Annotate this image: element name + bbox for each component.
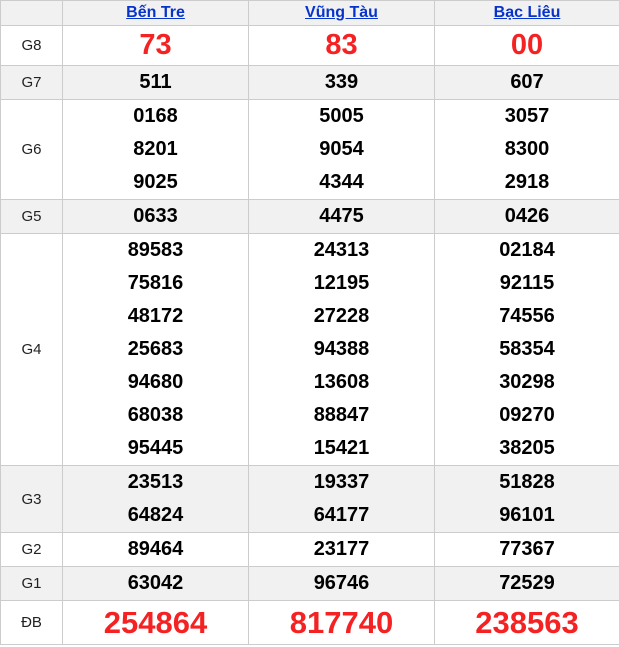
prize-row xyxy=(1,234,619,466)
prize-number: 09270 xyxy=(499,404,555,426)
prize-number: 89583 xyxy=(127,239,184,261)
prize-values-cell xyxy=(63,100,249,200)
prize-number: 2918 xyxy=(504,171,550,193)
prize-number: 4475 xyxy=(319,205,364,227)
prize-values-cell xyxy=(63,567,249,601)
prize-values-cell xyxy=(435,200,619,234)
province-link-bac-lieu[interactable]: Bạc Liêu xyxy=(493,4,561,21)
prize-row xyxy=(1,66,619,100)
prize-row xyxy=(1,601,619,645)
prize-number: 0633 xyxy=(133,205,178,227)
prize-values-cell xyxy=(63,533,249,567)
prize-number: 25683 xyxy=(127,338,184,360)
prize-number: 8300 xyxy=(504,138,550,160)
prize-label: G4 xyxy=(1,234,63,466)
prize-values-cell xyxy=(249,601,435,645)
prize-values-cell xyxy=(249,100,435,200)
prize-values-cell xyxy=(249,200,435,234)
prize-number: 48172 xyxy=(127,305,184,327)
prize-number: 64824 xyxy=(127,504,184,526)
prize-number: 94388 xyxy=(313,338,370,360)
prize-number: 38205 xyxy=(499,437,555,459)
prize-number: 75816 xyxy=(127,272,184,294)
prize-label: G3 xyxy=(1,466,63,533)
prize-number: 511 xyxy=(139,71,172,93)
prize-row xyxy=(1,26,619,66)
prize-number: 92115 xyxy=(499,272,555,294)
prize-values-cell xyxy=(63,466,249,533)
prize-values-cell xyxy=(435,26,619,66)
prize-row xyxy=(1,567,619,601)
prize-values-cell xyxy=(249,466,435,533)
prize-number: 88847 xyxy=(313,404,370,426)
prize-number: 74556 xyxy=(499,305,555,327)
prize-number: 24313 xyxy=(313,239,370,261)
prize-row xyxy=(1,200,619,234)
prize-values-cell xyxy=(435,567,619,601)
prize-label: G1 xyxy=(1,567,63,601)
prize-number: 83 xyxy=(325,29,358,61)
prize-number: 23513 xyxy=(127,471,184,493)
prize-values-cell xyxy=(435,234,619,466)
prize-number: 12195 xyxy=(313,272,370,294)
prize-label: G2 xyxy=(1,533,63,567)
prize-label: G6 xyxy=(1,100,63,200)
prize-values-cell xyxy=(249,567,435,601)
prize-values-cell xyxy=(435,601,619,645)
prize-number: 63042 xyxy=(127,572,184,594)
prize-number: 607 xyxy=(510,71,544,93)
prize-number: 02184 xyxy=(499,239,555,261)
prize-number: 95445 xyxy=(127,437,184,459)
prize-number: 58354 xyxy=(499,338,555,360)
prize-number: 19337 xyxy=(313,471,370,493)
prize-values-cell xyxy=(63,234,249,466)
prize-number: 27228 xyxy=(313,305,370,327)
prize-number: 96746 xyxy=(313,572,370,594)
prize-label: ĐB xyxy=(1,601,63,645)
prize-values-cell xyxy=(435,466,619,533)
prize-number: 15421 xyxy=(313,437,370,459)
prize-number: 817740 xyxy=(289,605,394,640)
province-link-ben-tre[interactable]: Bến Tre xyxy=(126,4,185,21)
prize-number: 64177 xyxy=(313,504,370,526)
prize-number: 68038 xyxy=(127,404,184,426)
prize-values-cell xyxy=(63,26,249,66)
prize-values-cell xyxy=(435,66,619,100)
prize-number: 254864 xyxy=(103,605,208,640)
prize-number: 89464 xyxy=(127,538,184,560)
prize-values-cell xyxy=(249,66,435,100)
prize-number: 0168 xyxy=(133,105,178,127)
prize-number: 30298 xyxy=(499,371,555,393)
prize-row xyxy=(1,466,619,533)
prize-label: G5 xyxy=(1,200,63,234)
prize-label: G8 xyxy=(1,26,63,66)
prize-number: 51828 xyxy=(499,471,555,493)
prize-values-cell xyxy=(249,533,435,567)
prize-values-cell xyxy=(63,66,249,100)
prize-number: 339 xyxy=(324,71,359,93)
prize-number: 4344 xyxy=(319,171,364,193)
header-empty-cell xyxy=(1,1,63,26)
prize-number: 94680 xyxy=(127,371,184,393)
prize-number: 73 xyxy=(139,29,172,61)
prize-number: 00 xyxy=(510,29,544,61)
prize-values-cell xyxy=(63,200,249,234)
prize-number: 77367 xyxy=(499,538,555,560)
prize-row xyxy=(1,100,619,200)
prize-values-cell xyxy=(63,601,249,645)
prize-values-cell xyxy=(249,234,435,466)
prize-number: 238563 xyxy=(475,605,579,640)
prize-label: G7 xyxy=(1,66,63,100)
prize-number: 23177 xyxy=(313,538,370,560)
prize-values-cell xyxy=(249,26,435,66)
prize-number: 9025 xyxy=(133,171,178,193)
prize-number: 96101 xyxy=(499,504,555,526)
prize-number: 8201 xyxy=(133,138,178,160)
header-cell-province-1 xyxy=(63,1,249,26)
prize-number: 5005 xyxy=(319,105,364,127)
prize-number: 72529 xyxy=(499,572,555,594)
prize-values-cell xyxy=(435,533,619,567)
header-cell-province-3 xyxy=(435,1,619,26)
header-row xyxy=(1,1,619,26)
prize-number: 9054 xyxy=(319,138,364,160)
prize-number: 3057 xyxy=(504,105,550,127)
province-link-vung-tau[interactable]: Vũng Tàu xyxy=(305,4,378,21)
prize-row xyxy=(1,533,619,567)
prize-values-cell xyxy=(435,100,619,200)
prize-number: 0426 xyxy=(504,205,550,227)
header-cell-province-2 xyxy=(249,1,435,26)
prize-number: 13608 xyxy=(313,371,370,393)
